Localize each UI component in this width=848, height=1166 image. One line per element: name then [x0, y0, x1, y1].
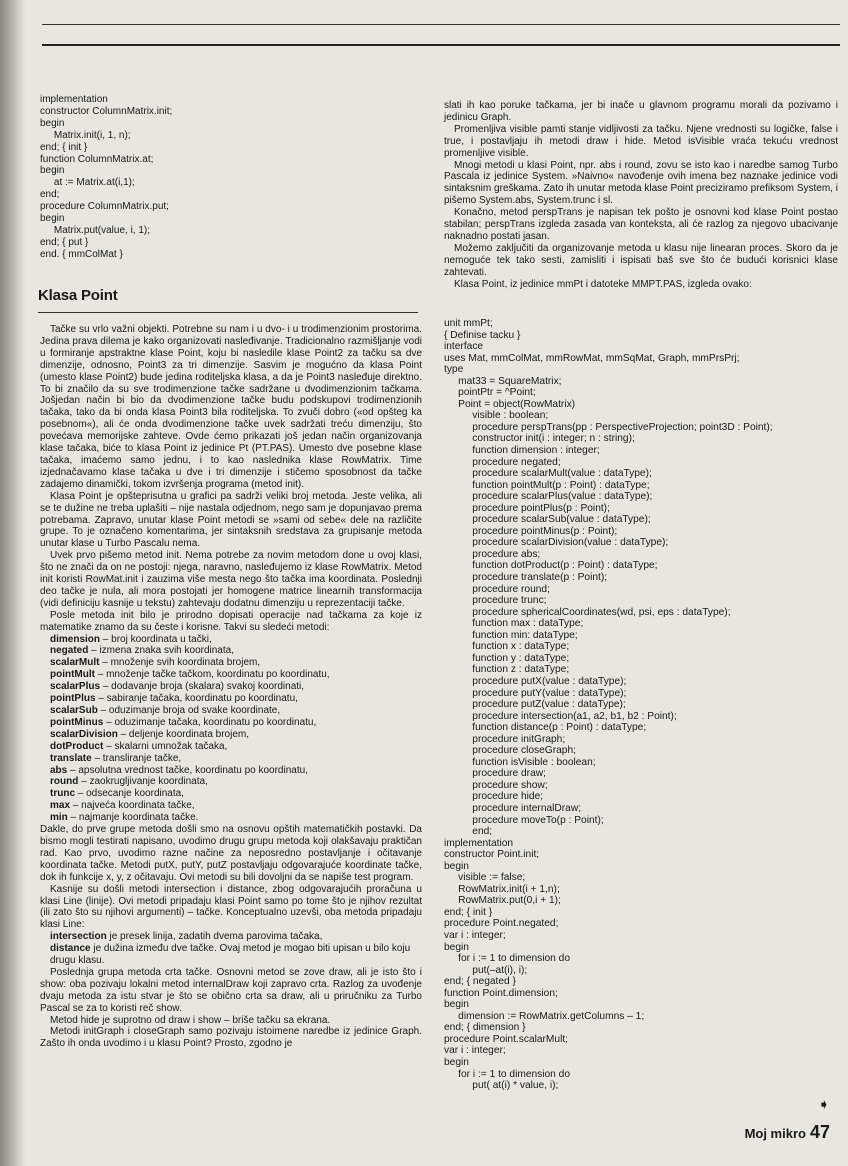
method-item: min – najmanje koordinata tačke.: [50, 812, 199, 824]
methods-list: [40, 634, 422, 825]
paragraph-4: Posle metoda init bilo je prirodno dopisati operacije nad tačkama za koje iz matematike znamo da su česte i korisne. Takvi su sledeći metodi:: [40, 609, 422, 633]
method-item: abs – apsolutna vrednost tačke, koordinatu po koordinatu,: [50, 764, 308, 776]
paragraph-8: Metod hide je suprotno od draw i show – briše tačku sa ekrana.: [50, 1014, 331, 1026]
paragraph-6: Kasnije su došli metodi intersection i distance, zbog odgovarajućih proračuna u klasi Line (linije). Ovi metodi pripadaju klasi Point samo po tome što je njihov rezultat (ili zato što su njihovi argumenti) – tačke. Konceptualno uzevši, oba metoda pripadaju klasi Line:: [40, 883, 422, 931]
right-article-text: [444, 100, 838, 291]
method-item: distance je dužina između dve tačke. Ovaj metod je mogao biti upisan u bilo koju drugu klasu.: [50, 943, 411, 967]
method-item: scalarSub – oduzimanje broja od svake koordinate,: [50, 705, 281, 716]
method-item: round – zaokrugljivanje koordinata,: [50, 776, 208, 788]
method-item: pointMult – množenje tačke tačkom, koordinatu po koordinatu,: [50, 669, 330, 681]
header-rule-thick: [42, 44, 840, 46]
right-paragraph-6: Klasa Point, iz jedinice mmPt i datoteke MMPT.PAS, izgleda ovako:: [454, 278, 752, 290]
method-item: pointMinus – oduzimanje tačaka, koordinatu po koordinatu,: [50, 716, 317, 728]
paragraph-9: Metodi initGraph i closeGraph samo pozivaju istoimene naredbe iz jedinice Graph. Zašto ih onda uvodimo i u klasu Point? Prosto, zgodno je: [40, 1026, 422, 1050]
right-paragraph-1: slati ih kao poruke tačkama, jer bi inače u glavnom programu morali da pozivamo i jedinicu Graph.: [444, 100, 838, 123]
right-code-block: [444, 318, 838, 1092]
heading-underline: [38, 312, 418, 313]
point-unit-code: unit mmPt; { Definise tacku } interface uses Mat, mmColMat, mmRowMat, mmSqMat, Graph, mmPrsPrj; type mat33 = SquareMatrix; pointPtr = ^Point; Point = object(RowMatrix) visible : boolean; procedure perspTrans(pp : PerspectiveProjection; point3D : Point); constructor init(i : integer; n : string); function dimension : integer; procedure negated; procedure scalarMult(value : dataType); function pointMult(p : Point) : dataType; procedure scalarPlus(value : dataType); procedure pointPlus(p : Point); procedure scalarSub(value : dataType); procedure pointMinus(p : Point); procedure scalarDivision(value : dataType); procedure abs; function dotProduct(p : Point) : dataType; procedure translate(p : Point); procedure round; procedure trunc; procedure sphericalCoordinates(wd, psi, eps : dataType); function max : dataType; function min: dataType; function x : dataType; function y : dataType; function z : dataType; procedure putX(value : dataType); procedure putY(value : dataType); procedure putZ(value : dataType); procedure intersection(a1, a2, b1, b2 : Point); function distance(p : Point) : dataType; procedure initGraph; procedure closeGraph; function isVisible : boolean; procedure draw; procedure show; procedure hide; procedure internalDraw; procedure moveTo(p : Point); end; implementation constructor Point.init; begin visible := false; RowMatrix.init(i + 1,n); RowMatrix.put(0,i + 1); end; { init } procedure Point.negated; var i : integer; begin for i := 1 to dimension do put(–at(i), i); end; { negated } function Point.dimension; begin dimension := RowMatrix.getColumns – 1; end; { dimension } procedure Point.scalarMult; var i : integer; begin for i := 1 to dimension do put( at(i) * value, i);: [444, 318, 773, 1092]
method-item: scalarMult – množenje svih koordinata brojem,: [50, 657, 261, 669]
right-paragraph-2: Promenljiva visible pamti stanje vidljivosti za tačku. Njene vrednosti su logičke, false i true, i postavljaju ih metodi draw i hide. Metod isVisible vraća tekuću vrednost promenljive visible.: [444, 123, 838, 159]
method-item: max – najveća koordinata tačke,: [50, 800, 195, 812]
page-gutter-shadow: [0, 0, 26, 1166]
left-article-text: [40, 324, 422, 1050]
right-paragraph-3: Mnogi metodi u klasi Point, npr. abs i round, zovu se isto kao i naredbe samog Turbo Pascala iz jedinice System. »Naivno« navođenje ovih imena bez naznake jedinice vodi sintaksnim greškama. Zato ih unutar metoda klase Point preciziramo prefiksom System, i pišemo System.abs, System.trunc i sl.: [444, 159, 838, 207]
paragraph-7: Poslednja grupa metoda crta tačke. Osnovni metod se zove draw, ali je isto što i show: oba pozivaju lokalni metod internalDraw koji zapravo crta. Razlog za uvođenje dvaju metoda za istu stvar je što se obično crta sa draw, ali u priručniku za Turbo Pascal se za to koristi reč show.: [40, 966, 422, 1014]
method-item: pointPlus – sabiranje tačaka, koordinatu po koordinatu,: [50, 693, 298, 705]
method-item: trunc – odsecanje koordinata,: [50, 788, 184, 800]
page-number: 47: [809, 1122, 830, 1142]
paragraph-1: Tačke su vrlo važni objekti. Potrebne su nam i u dvo- i u trodimenzionim prostorima. Jedina prava dilema je kako organizovati nasleđivanje. Tradicionalno razmišljanje vodi u formiranje apstraktne klase Point, koju bi nasledile klase Point2 za tačku sa dve dimenzije, odnosno, Point3 za tri dimenzije. Sasvim je mogućno da klasa Point (umesto klase Point2) bude jedina roditeljska klasa, a da je Point3 nasleđuje direktno. To bi značilo da su sve trodimenzione tačke sadržane u dvodimenzionim tačkama. Jošjedan način bi bio da dvodimenzione tačke budu podskupovi trodimenzionih tačaka, tako da bi onda klasa Point3 bila roditeljska. To zvuči dobro («od opšteg ka posebnom«), ali će onda dvodimenzione tačke uvek sadržati treću dimenziju, što povećava memorijske zahteve. Ovde ćemo prikazati još jedan način organizovanja klase tačaka, biće to klasa Point iz jedinice Pt (PT.PAS). Umesto dve posebne klase tačaka, imaćemo samo jednu, i to kao naslednika klase RowMatrix. Time izjednačavamo klase tačaka u dve i tri dimenzije i stičemo sposobnost da tačke zadajemo dinamički, tokom izvršenja programa (metod init).: [40, 324, 422, 490]
line-methods-list: [40, 931, 422, 967]
method-item: dimension – broj koordinata u tački,: [50, 633, 212, 645]
method-item: scalarDivision – deljenje koordinata brojem,: [50, 728, 250, 740]
method-item: intersection je presek linija, zadatih dvema parovima tačaka,: [50, 931, 323, 943]
magazine-name: Moj mikro: [744, 1126, 806, 1141]
method-item: negated – izmena znaka svih koordinata,: [50, 645, 234, 657]
right-paragraph-5: Možemo zaključiti da organizovanje metoda u klasu nije linearan proces. Skoro da je nemoguće tek tako sesti, zamisliti i ispisati baš sve što će budući korisnici klase zahtevati.: [444, 242, 838, 278]
column-matrix-code: implementation constructor ColumnMatrix.init; begin Matrix.init(i, 1, n); end; { init } function ColumnMatrix.at; begin at := Matrix.at(i,1); end; procedure ColumnMatrix.put; begin Matrix.put(value, i, 1); end; { put } end. { mmColMat }: [40, 94, 173, 260]
method-item: scalarPlus – dodavanje broja (skalara) svakoj koordinati,: [50, 681, 305, 693]
left-code-block: [40, 94, 422, 261]
right-paragraph-4: Konačno, metod perspTrans je napisan tek pošto je osnovni kod klase Point postao stabilan; perspTrans izgleda zasada van konteksta, ali će razlog za njegovo ubacivanje naknadno postati jasan.: [444, 207, 838, 242]
paragraph-2: Klasa Point je opšteprisutna u grafici pa sadrži veliki broj metoda. Jeste velika, ali se te dužine ne treba uplašiti – nije nastala odjednom, nego sam je dopunjavao prema potrebama. Zapravo, unutar klase Point metodi se »sami od sebe« dele na različite grupe. To je označeno komentarima, jer sintaksnih sredstava za grupisanje metoda unutar klase u Turbo Pascalu nema.: [40, 490, 422, 550]
paragraph-5: Dakle, do prve grupe metoda došli smo na osnovu opštih matematičkih postavki. Da bismo mogli testirati napisano, uvodimo drugu grupu metoda koji olakšavaju praktičan rad. Kao prvo, uvodimo razne načine za neposredno postavljanje i očitavanje koordinata tačke. Metodi putX, putY, putZ postavljaju odgovarajuće koordinate tačke, dok ih funkcije x, y, z očitavaju. Ovi metodi su bili dovoljni da se napiše test program.: [40, 824, 422, 883]
method-item: translate – transliranje tačke,: [50, 752, 182, 764]
method-item: dotProduct – skalarni umnožak tačaka,: [50, 740, 228, 752]
paragraph-3: Uvek prvo pišemo metod init. Nema potrebe za novim metodom done u ovoj klasi, što ne znači da on ne postoji: njega, naravno, nasleđujemo iz klase RowMatrix. Metod init koristi RowMat.init i zauzima više mesta nego što tačka ima koordinata. Poslednji deo tačke je nula, ali mora postojati jer homogene matrice linearnih transformacija (vidi definiciju kasnije u tekstu) zahtevaju dodatnu dimenziju u reprezentaciji tačke.: [40, 550, 422, 609]
continue-arrow-icon: ➧: [818, 1096, 830, 1112]
page-footer: [745, 1122, 830, 1143]
header-rule-thin: [42, 24, 840, 25]
section-heading: Klasa Point: [38, 287, 118, 304]
